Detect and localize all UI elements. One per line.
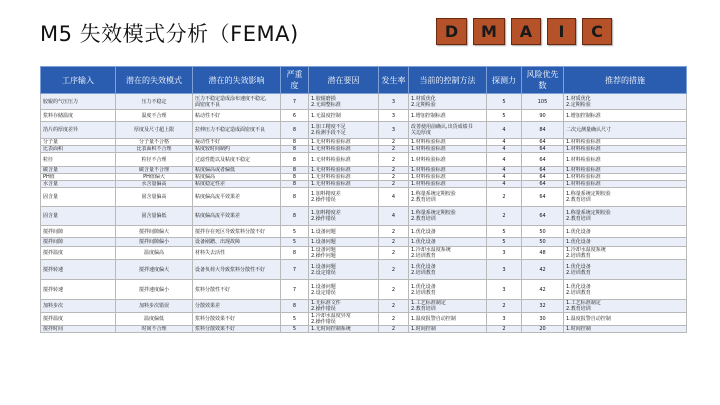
cell-severity: 7: [281, 260, 309, 280]
cell-current-control: 1.工艺标准制定 2.教育培训: [409, 300, 487, 313]
cell-current-control: 1.冷却水温度系统 2.培训教育: [409, 247, 487, 260]
header-severity: 严重度: [281, 67, 309, 94]
cell-potential-cause: 1.无标准文件 2.操作错误: [309, 300, 379, 313]
cell-failure-effect: 粘度偏高或者偏低: [193, 167, 281, 174]
dmaic-logo: [436, 18, 612, 45]
cell-current-control: 1.时间控制: [409, 326, 487, 333]
cell-potential-cause: 1.无材料检验标准: [309, 153, 379, 167]
cell-detection: 5: [487, 238, 522, 247]
cell-detection: 3: [487, 260, 522, 280]
cell-failure-mode: 温度不合理: [116, 110, 193, 122]
header-process-input: 工序输入: [41, 67, 116, 94]
table-row: [41, 181, 687, 188]
cell-current-control: 1.优化设备: [409, 226, 487, 238]
cell-detection: 4: [487, 167, 522, 174]
table-body: [41, 94, 687, 333]
cell-failure-mode: 温度偏高: [116, 247, 193, 260]
cell-detection: 5: [487, 226, 522, 238]
table-row: [41, 122, 687, 139]
cell-rpn: 90: [522, 110, 564, 122]
cell-recommended-action: 1.材料检验标准: [564, 139, 687, 146]
cell-process-input: 水含量: [41, 181, 116, 188]
cell-rpn: 48: [522, 247, 564, 260]
cell-detection: 4: [487, 146, 522, 153]
table-row: [41, 167, 687, 174]
cell-failure-effect: 凝动性不好: [193, 139, 281, 146]
cell-process-input: 搅拌间隙: [41, 238, 116, 247]
cell-recommended-action: 1.称量系统定期校验 2.教育培训: [564, 207, 687, 226]
cell-failure-mode: 厚度及尺寸超上限: [116, 122, 193, 139]
table-row: [41, 300, 687, 313]
fmea-table: [40, 66, 687, 333]
cell-detection: 4: [487, 139, 522, 146]
cell-failure-effect: 浆料分散效果不好: [193, 313, 281, 326]
cell-recommended-action: 1.优化设备: [564, 226, 687, 238]
cell-process-input: 浆料存储温度: [41, 110, 116, 122]
cell-potential-cause: 1.设备问题 2.操作问题: [309, 247, 379, 260]
cell-failure-mode: 时间不合理: [116, 326, 193, 333]
cell-severity: 5: [281, 238, 309, 247]
cell-recommended-action: 1.材料检验标准: [564, 146, 687, 153]
cell-potential-cause: 1.无材料检验标准: [309, 167, 379, 174]
cell-current-control: 1.优化设备: [409, 238, 487, 247]
cell-detection: 2: [487, 207, 522, 226]
cell-current-control: 1.温度报警自动控制: [409, 313, 487, 326]
cell-failure-effect: 拉伸压力不稳定造成面密度不良: [193, 122, 281, 139]
cell-process-input: 加料步次: [41, 300, 116, 313]
cell-occurrence: 2: [379, 174, 409, 181]
cell-failure-effect: 搅拌存在死区导致浆料分散不好: [193, 226, 281, 238]
cell-rpn: 64: [522, 153, 564, 167]
cell-recommended-action: 1.工艺标准制定 2.教育培训: [564, 300, 687, 313]
cell-potential-cause: 1.无时间控制系统: [309, 326, 379, 333]
cell-occurrence: 4: [379, 188, 409, 207]
cell-recommended-action: 1.温度报警自动控制: [564, 313, 687, 326]
cell-severity: 8: [281, 207, 309, 226]
cell-failure-effect: 粘度偏高: [193, 174, 281, 181]
table-row: [41, 146, 687, 153]
header-recommended-action: 推荐的措施: [564, 67, 687, 94]
cell-severity: 6: [281, 110, 309, 122]
cell-failure-mode: 压力不稳定: [116, 94, 193, 110]
cell-failure-mode: 水含量偏高: [116, 181, 193, 188]
cell-rpn: 64: [522, 207, 564, 226]
cell-current-control: 1.材料检验标准: [409, 146, 487, 153]
header-failure-mode: 潜在的失效模式: [116, 67, 193, 94]
cell-potential-cause: 1.冷却水温度异常 2.操作错误: [309, 313, 379, 326]
table-row: [41, 94, 687, 110]
cell-detection: 5: [487, 110, 522, 122]
cell-rpn: 64: [522, 174, 564, 181]
dmaic-a-box: A: [511, 18, 541, 45]
cell-recommended-action: 二次元测量确认尺寸: [564, 122, 687, 139]
cell-severity: 8: [281, 181, 309, 188]
cell-failure-mode: PH值偏大: [116, 174, 193, 181]
cell-process-input: 搅拌转速: [41, 260, 116, 280]
cell-current-control: 1.材料检验标准: [409, 139, 487, 146]
cell-failure-mode: 粒径不合理: [116, 153, 193, 167]
cell-rpn: 20: [522, 326, 564, 333]
cell-rpn: 50: [522, 226, 564, 238]
table-row: [41, 226, 687, 238]
header-failure-effect: 潜在的失效影响: [193, 67, 281, 94]
cell-recommended-action: 1.优化设备: [564, 238, 687, 247]
cell-current-control: 1.材质优化 2.定期检验: [409, 94, 487, 110]
cell-severity: 5: [281, 326, 309, 333]
cell-detection: 3: [487, 280, 522, 300]
cell-detection: 3: [487, 247, 522, 260]
cell-potential-cause: 1.无材料检验标准: [309, 181, 379, 188]
cell-detection: 4: [487, 181, 522, 188]
cell-failure-effect: 设备负荷大导致浆料分散性不好: [193, 260, 281, 280]
dmaic-d-box: D: [436, 18, 467, 45]
cell-rpn: 64: [522, 146, 564, 153]
dmaic-c-box: C: [582, 18, 612, 45]
cell-potential-cause: 1.加料精度差 2.操作错误: [309, 207, 379, 226]
cell-process-input: 箔片的厚度差异: [41, 122, 116, 139]
cell-current-control: 1.称量系统定期校验 2.教育培训: [409, 207, 487, 226]
cell-process-input: 碳含量: [41, 167, 116, 174]
cell-rpn: 50: [522, 238, 564, 247]
cell-failure-effect: 分散效果差: [193, 300, 281, 313]
cell-detection: 2: [487, 188, 522, 207]
header-detection: 探测力: [487, 67, 522, 94]
table-row: [41, 139, 687, 146]
cell-detection: 2: [487, 300, 522, 313]
cell-severity: 8: [281, 247, 309, 260]
cell-detection: 4: [487, 122, 522, 139]
dmaic-m-box: M: [473, 18, 505, 45]
header-rpn: 风险优先数: [522, 67, 564, 94]
cell-current-control: 1.增加控制标准: [409, 110, 487, 122]
cell-recommended-action: 1.冷却水温度系统 2.培训教育: [564, 247, 687, 260]
cell-recommended-action: 1.材料检验标准: [564, 167, 687, 174]
cell-detection: 4: [487, 174, 522, 181]
cell-occurrence: 2: [379, 247, 409, 260]
cell-recommended-action: 1.优化设备 2.培训教育: [564, 260, 687, 280]
cell-current-control: 1.称量系统定期校验 2.教育培训: [409, 188, 487, 207]
table-row: [41, 174, 687, 181]
cell-potential-cause: 1.加料精度差 2.操作错误: [309, 188, 379, 207]
cell-severity: 5: [281, 313, 309, 326]
cell-failure-mode: 碳含量不合理: [116, 167, 193, 174]
cell-rpn: 32: [522, 300, 564, 313]
cell-severity: 8: [281, 188, 309, 207]
cell-occurrence: 2: [379, 238, 409, 247]
cell-failure-effect: 浆料分散效果不好: [193, 326, 281, 333]
cell-potential-cause: 1.无材料检验标准: [309, 139, 379, 146]
cell-severity: 8: [281, 146, 309, 153]
cell-process-input: 固含量: [41, 188, 116, 207]
cell-occurrence: 2: [379, 139, 409, 146]
cell-occurrence: 3: [379, 94, 409, 110]
cell-current-control: 1.材料检验标准: [409, 153, 487, 167]
cell-failure-mode: 温度偏低: [116, 313, 193, 326]
cell-failure-effect: 粘度偏高流平效果差: [193, 188, 281, 207]
cell-process-input: 搅拌温度: [41, 313, 116, 326]
cell-recommended-action: 1.材料检验标准: [564, 181, 687, 188]
table-row: [41, 153, 687, 167]
cell-rpn: 84: [522, 122, 564, 139]
cell-rpn: 42: [522, 260, 564, 280]
cell-potential-cause: 1.无材料检验标准: [309, 146, 379, 153]
cell-recommended-action: 1.增加控制标准: [564, 110, 687, 122]
cell-process-input: 比表面积: [41, 146, 116, 153]
table-row: [41, 247, 687, 260]
cell-failure-mode: 搅拌速度偏小: [116, 280, 193, 300]
cell-failure-effect: 粘动性不好: [193, 110, 281, 122]
cell-recommended-action: 1.材料检验标准: [564, 174, 687, 181]
cell-failure-mode: 比表面积不合理: [116, 146, 193, 153]
cell-occurrence: 4: [379, 207, 409, 226]
table-row: [41, 110, 687, 122]
cell-process-input: 搅拌时间: [41, 326, 116, 333]
cell-failure-mode: 搅拌速度偏大: [116, 260, 193, 280]
cell-recommended-action: 1.称量系统定期校验 2.教育培训: [564, 188, 687, 207]
cell-potential-cause: 1.设备问题: [309, 238, 379, 247]
cell-occurrence: 2: [379, 181, 409, 188]
cell-current-control: 改善使用前确认,出货成绩书 关边厚度: [409, 122, 487, 139]
cell-process-input: 搅拌转速: [41, 280, 116, 300]
cell-process-input: 固含量: [41, 207, 116, 226]
cell-potential-cause: 1.设备问题 2.设定错误: [309, 260, 379, 280]
cell-detection: 3: [487, 313, 522, 326]
cell-failure-mode: 搅拌间隙偏小: [116, 238, 193, 247]
cell-rpn: 64: [522, 181, 564, 188]
cell-current-control: 1.优化设备 2.培训教育: [409, 260, 487, 280]
cell-rpn: 64: [522, 139, 564, 146]
cell-failure-effect: 粘度较时间制约: [193, 146, 281, 153]
cell-detection: 5: [487, 94, 522, 110]
cell-failure-mode: 搅拌间隙偏大: [116, 226, 193, 238]
cell-failure-mode: 固含量偏低: [116, 207, 193, 226]
cell-severity: 5: [281, 226, 309, 238]
cell-occurrence: 2: [379, 146, 409, 153]
dmaic-i-box: I: [547, 18, 576, 45]
cell-occurrence: 2: [379, 326, 409, 333]
cell-failure-effect: 过滤性能以及粘度不稳定: [193, 153, 281, 167]
cell-process-input: PH值: [41, 174, 116, 181]
cell-occurrence: 2: [379, 153, 409, 167]
cell-severity: 8: [281, 139, 309, 146]
header-occurrence: 发生率: [379, 67, 409, 94]
cell-severity: 7: [281, 280, 309, 300]
cell-failure-effect: 材料失去活性: [193, 247, 281, 260]
header-potential-cause: 潜在要因: [309, 67, 379, 94]
cell-occurrence: 2: [379, 260, 409, 280]
cell-recommended-action: 1.材质优化 2.定期检验: [564, 94, 687, 110]
cell-occurrence: 2: [379, 167, 409, 174]
cell-recommended-action: 1.材料检验标准: [564, 153, 687, 167]
cell-severity: 8: [281, 153, 309, 167]
cell-process-input: 搅拌间隙: [41, 226, 116, 238]
table-row: [41, 188, 687, 207]
cell-occurrence: 2: [379, 226, 409, 238]
cell-failure-effect: 粘度偏高流平效果差: [193, 207, 281, 226]
cell-potential-cause: 1.无材料检验标准: [309, 174, 379, 181]
cell-severity: 7: [281, 94, 309, 110]
cell-potential-cause: 1.胶辊磨损 2.无调整标准: [309, 94, 379, 110]
cell-severity: 8: [281, 167, 309, 174]
table-row: [41, 313, 687, 326]
cell-failure-mode: 加料步次错误: [116, 300, 193, 313]
cell-occurrence: 2: [379, 313, 409, 326]
cell-detection: 4: [487, 153, 522, 167]
table-row: [41, 280, 687, 300]
cell-process-input: 搅拌温度: [41, 247, 116, 260]
cell-failure-mode: 分子量不合格: [116, 139, 193, 146]
cell-current-control: 1.优化设备 2.培训教育: [409, 280, 487, 300]
cell-current-control: 1.材料检验标准: [409, 174, 487, 181]
table-row: [41, 260, 687, 280]
cell-occurrence: 3: [379, 110, 409, 122]
table-row: [41, 238, 687, 247]
cell-occurrence: 2: [379, 280, 409, 300]
cell-potential-cause: 1.加工精度不足 2.检测手段不足: [309, 122, 379, 139]
cell-process-input: 分子量: [41, 139, 116, 146]
cell-occurrence: 3: [379, 122, 409, 139]
cell-severity: 8: [281, 300, 309, 313]
cell-recommended-action: 1.优化设备 2.培训教育: [564, 280, 687, 300]
cell-rpn: 30: [522, 313, 564, 326]
cell-failure-mode: 固含量偏高: [116, 188, 193, 207]
cell-potential-cause: 1.设备问题 2.设定错误: [309, 280, 379, 300]
cell-rpn: 64: [522, 167, 564, 174]
cell-recommended-action: 1.时间控制: [564, 326, 687, 333]
cell-severity: 8: [281, 174, 309, 181]
table-header-row: [41, 67, 687, 94]
cell-potential-cause: 1.无温度控制: [309, 110, 379, 122]
cell-severity: 8: [281, 122, 309, 139]
cell-failure-effect: 粘度稳定性差: [193, 181, 281, 188]
cell-failure-effect: 压力不稳定造成涂布速度不稳定, 面密度不良: [193, 94, 281, 110]
page-title: M5 失效模式分析（FEMA): [40, 22, 299, 46]
table-row: [41, 326, 687, 333]
cell-current-control: 1.材料检验标准: [409, 181, 487, 188]
cell-process-input: 粒径: [41, 153, 116, 167]
cell-potential-cause: 1.设备问题: [309, 226, 379, 238]
table-row: [41, 207, 687, 226]
cell-failure-effect: 设备剐蹭、出现故障: [193, 238, 281, 247]
cell-rpn: 105: [522, 94, 564, 110]
cell-failure-effect: 浆料分散性不好: [193, 280, 281, 300]
cell-rpn: 42: [522, 280, 564, 300]
cell-current-control: 1.材料检验标准: [409, 167, 487, 174]
header-current-control: 当前的控制方法: [409, 67, 487, 94]
cell-process-input: 胶辊的气压压力: [41, 94, 116, 110]
cell-occurrence: 2: [379, 300, 409, 313]
cell-detection: 2: [487, 326, 522, 333]
cell-rpn: 64: [522, 188, 564, 207]
